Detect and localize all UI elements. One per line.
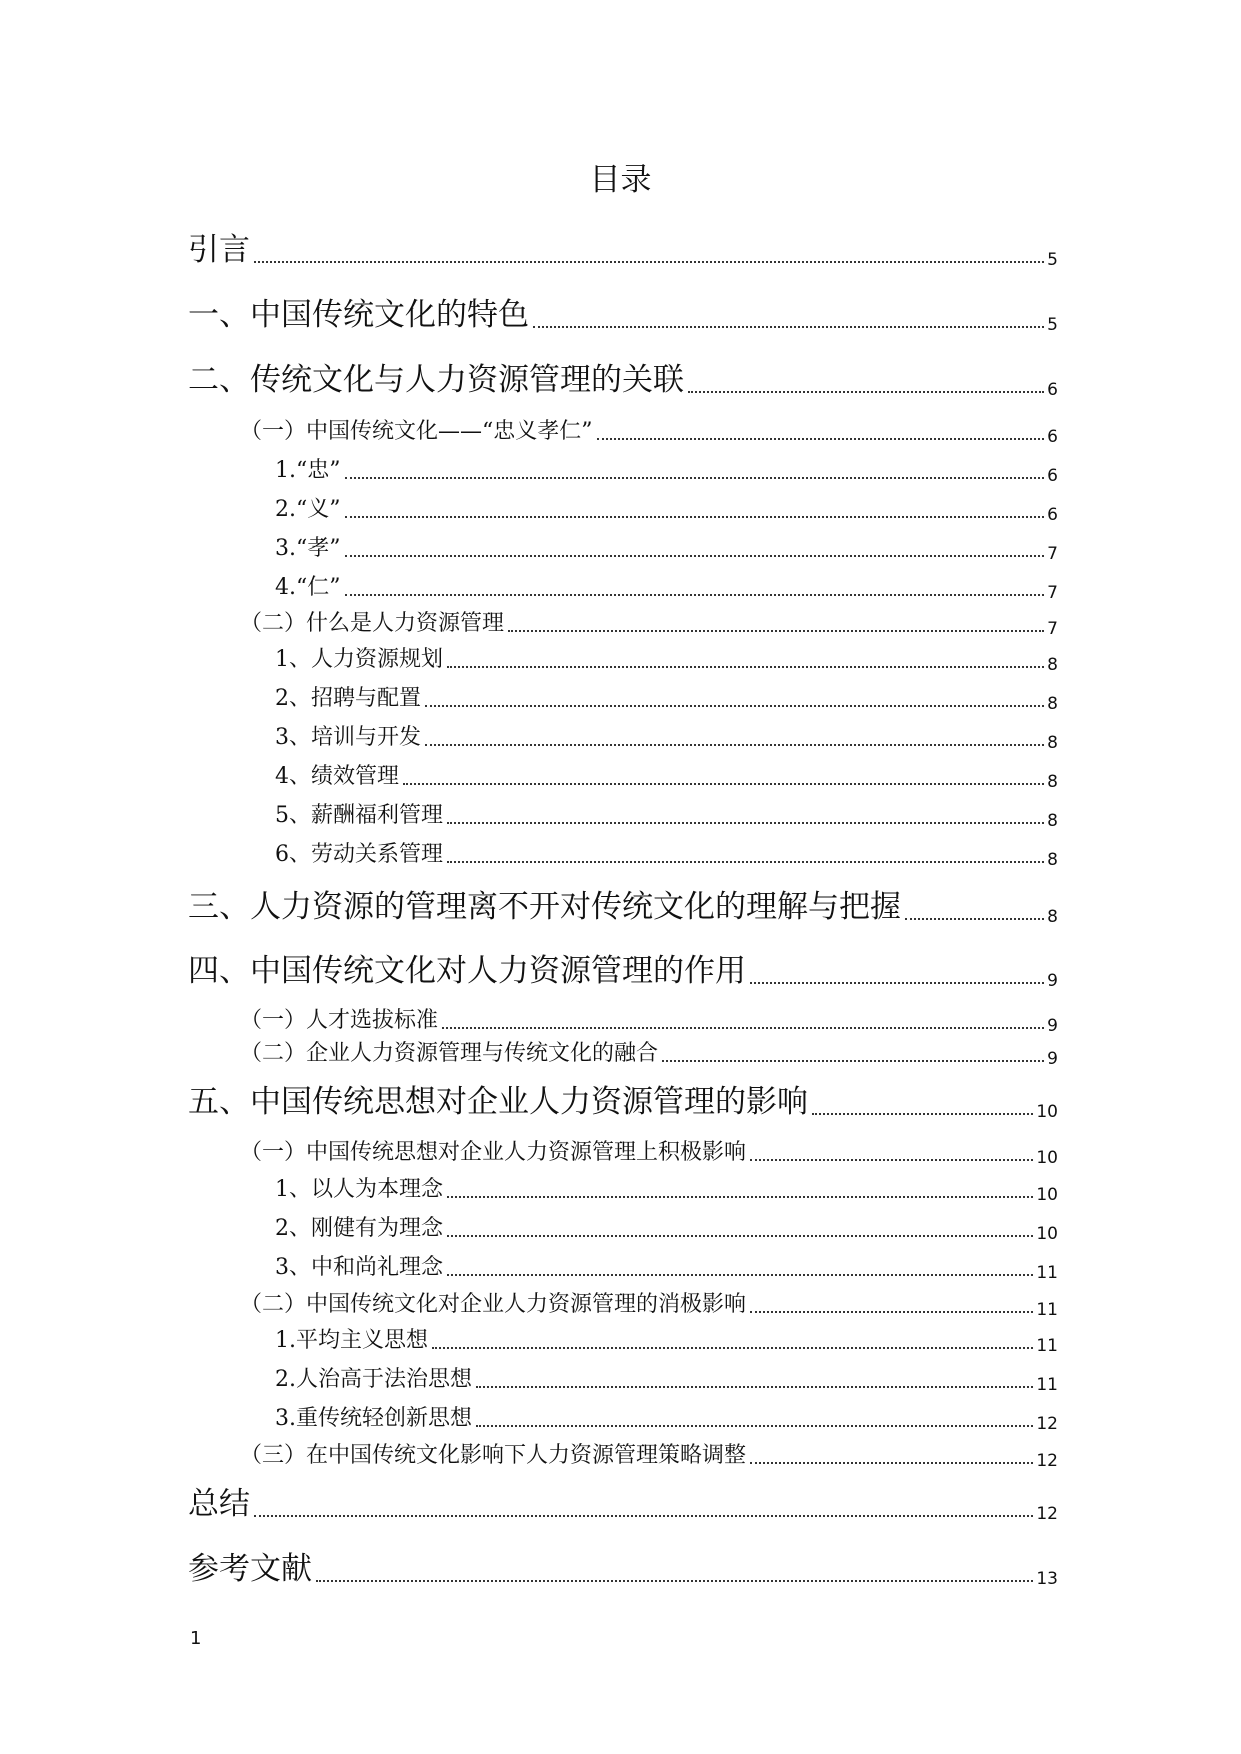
toc-entry[interactable] — [275, 1214, 1058, 1244]
toc-entry[interactable] — [275, 1404, 1058, 1434]
toc-leader-dots — [447, 822, 1044, 824]
toc-entry[interactable] — [275, 1326, 1058, 1356]
toc-entry[interactable] — [188, 951, 1058, 991]
toc-entry[interactable] — [275, 456, 1058, 486]
toc-entry-label: （二）中国传统文化对企业人力资源管理的消极影响 — [240, 1292, 747, 1317]
toc-entry[interactable] — [188, 295, 1058, 335]
toc-entry[interactable] — [188, 1484, 1058, 1524]
toc-entry-page: 8 — [1047, 850, 1058, 870]
toc-entry-page: 10 — [1036, 1224, 1058, 1244]
toc-entry-label: （三）在中国传统文化影响下人力资源管理策略调整 — [240, 1443, 747, 1468]
toc-entry-label: 总结 — [188, 1486, 250, 1522]
toc-entry-page: 8 — [1047, 733, 1058, 753]
toc-entry-page: 8 — [1047, 655, 1058, 675]
toc-entry-page: 11 — [1036, 1375, 1058, 1395]
toc-entry[interactable] — [240, 1441, 1058, 1471]
toc-entry-label: 1.“忠” — [275, 458, 341, 483]
toc-leader-dots — [403, 783, 1044, 785]
toc-leader-dots — [662, 1060, 1044, 1062]
toc-entry-label: 2、刚健有为理念 — [275, 1216, 443, 1241]
toc-leader-dots — [533, 326, 1044, 328]
toc-entry[interactable] — [240, 609, 1058, 639]
toc-entry-page: 9 — [1047, 971, 1058, 991]
toc-entry[interactable] — [240, 1039, 1058, 1069]
toc-leader-dots — [345, 516, 1045, 518]
toc-entry-label: 3.重传统轻创新思想 — [275, 1406, 472, 1431]
toc-entry-page: 12 — [1036, 1414, 1058, 1434]
toc-leader-dots — [425, 705, 1044, 707]
toc-title: 目录 — [589, 162, 652, 198]
toc-entry[interactable] — [240, 417, 1058, 447]
toc-entry-label: （一）人才选拔标准 — [240, 1008, 439, 1033]
toc-entry-page: 11 — [1036, 1263, 1058, 1283]
toc-entry-page: 11 — [1036, 1336, 1058, 1356]
toc-leader-dots — [750, 982, 1044, 984]
toc-entry-label: 2、招聘与配置 — [275, 686, 421, 711]
page-number: 1 — [190, 1628, 202, 1649]
toc-leader-dots — [254, 1515, 1033, 1517]
toc-entry-label: 3.“孝” — [275, 536, 341, 561]
toc-leader-dots — [432, 1347, 1033, 1349]
toc-leader-dots — [750, 1462, 1033, 1464]
toc-leader-dots — [812, 1113, 1033, 1115]
toc-entry-label: 引言 — [188, 232, 250, 268]
toc-leader-dots — [345, 555, 1045, 557]
toc-entry-label: 6、劳动关系管理 — [275, 842, 443, 867]
toc-entry[interactable] — [240, 1290, 1058, 1320]
toc-entry-page: 7 — [1047, 583, 1058, 603]
toc-entry-page: 10 — [1036, 1148, 1058, 1168]
toc-entry[interactable] — [275, 1365, 1058, 1395]
toc-entry-page: 7 — [1047, 544, 1058, 564]
toc-leader-dots — [345, 594, 1045, 596]
toc-entry-page: 8 — [1047, 907, 1058, 927]
toc-entry-label: （一）中国传统思想对企业人力资源管理上积极影响 — [240, 1140, 747, 1165]
toc-entry-page: 7 — [1047, 619, 1058, 639]
toc-entry-page: 5 — [1047, 315, 1058, 335]
toc-entry-page: 9 — [1047, 1049, 1058, 1069]
toc-entry[interactable] — [188, 230, 1058, 270]
toc-entry[interactable] — [275, 573, 1058, 603]
toc-entry-page: 5 — [1047, 250, 1058, 270]
toc-leader-dots — [447, 1274, 1033, 1276]
toc-leader-dots — [447, 666, 1044, 668]
toc-leader-dots — [447, 1235, 1033, 1237]
toc-entry-page: 6 — [1047, 466, 1058, 486]
toc-entry-label: 4、绩效管理 — [275, 764, 399, 789]
toc-leader-dots — [254, 261, 1044, 263]
toc-entry-page: 6 — [1047, 427, 1058, 447]
toc-entry-page: 10 — [1036, 1185, 1058, 1205]
toc-entry-page: 6 — [1047, 380, 1058, 400]
toc-entry-label: （二）什么是人力资源管理 — [240, 611, 505, 636]
toc-leader-dots — [750, 1159, 1033, 1161]
toc-entry-page: 9 — [1047, 1016, 1058, 1036]
toc-entry-page: 11 — [1036, 1300, 1058, 1320]
toc-leader-dots — [476, 1386, 1033, 1388]
toc-leader-dots — [425, 744, 1044, 746]
toc-entry[interactable] — [275, 1253, 1058, 1283]
toc-entry-label: （二）企业人力资源管理与传统文化的融合 — [240, 1041, 659, 1066]
toc-entry[interactable] — [275, 801, 1058, 831]
toc-entry-label: 4.“仁” — [275, 575, 341, 600]
toc-leader-dots — [597, 438, 1045, 440]
toc-entry-label: 2.人治高于法治思想 — [275, 1367, 472, 1392]
toc-entry-label: 参考文献 — [188, 1551, 312, 1587]
toc-entry[interactable] — [275, 534, 1058, 564]
toc-entry-label: 1.平均主义思想 — [275, 1328, 428, 1353]
toc-entry[interactable] — [275, 840, 1058, 870]
toc-leader-dots — [905, 918, 1044, 920]
toc-entry-label: 三、人力资源的管理离不开对传统文化的理解与把握 — [188, 889, 901, 925]
toc-entry[interactable] — [275, 495, 1058, 525]
toc-entry[interactable] — [188, 1549, 1058, 1589]
toc-entry[interactable] — [188, 1082, 1058, 1122]
toc-entry-page: 12 — [1036, 1504, 1058, 1524]
toc-leader-dots — [476, 1425, 1033, 1427]
toc-entry-label: 1、人力资源规划 — [275, 647, 443, 672]
toc-entry-page: 10 — [1036, 1102, 1058, 1122]
toc-entry-label: 2.“义” — [275, 497, 341, 522]
toc-entry-label: 3、培训与开发 — [275, 725, 421, 750]
toc-entry[interactable] — [240, 1138, 1058, 1168]
toc-entry[interactable] — [275, 645, 1058, 675]
toc-entry[interactable] — [275, 723, 1058, 753]
toc-entry-label: 二、传统文化与人力资源管理的关联 — [188, 362, 684, 398]
toc-entry[interactable] — [275, 1175, 1058, 1205]
toc-entry-page: 8 — [1047, 772, 1058, 792]
toc-leader-dots — [688, 391, 1044, 393]
toc-entry[interactable] — [188, 360, 1058, 400]
toc-entry-page: 8 — [1047, 694, 1058, 714]
toc-entry-label: 一、中国传统文化的特色 — [188, 297, 529, 333]
toc-entry-label: 四、中国传统文化对人力资源管理的作用 — [188, 953, 746, 989]
toc-leader-dots — [447, 861, 1044, 863]
toc-entry[interactable] — [240, 1006, 1058, 1036]
toc-entry[interactable] — [275, 762, 1058, 792]
toc-entry-label: 1、以人为本理念 — [275, 1177, 443, 1202]
toc-entry[interactable] — [275, 684, 1058, 714]
toc-leader-dots — [442, 1027, 1044, 1029]
toc-entry-label: 3、中和尚礼理念 — [275, 1255, 443, 1280]
toc-entry-label: 5、薪酬福利管理 — [275, 803, 443, 828]
toc-entry-label: 五、中国传统思想对企业人力资源管理的影响 — [188, 1084, 808, 1120]
toc-leader-dots — [316, 1580, 1033, 1582]
toc-entry-page: 13 — [1036, 1569, 1058, 1589]
toc-entry-page: 12 — [1036, 1451, 1058, 1471]
toc-entry-label: （一）中国传统文化——“忠义孝仁” — [240, 419, 593, 444]
toc-entry-page: 6 — [1047, 505, 1058, 525]
toc-leader-dots — [508, 630, 1044, 632]
toc-leader-dots — [447, 1196, 1033, 1198]
toc-leader-dots — [345, 477, 1045, 479]
toc-entry-page: 8 — [1047, 811, 1058, 831]
toc-entry[interactable] — [188, 887, 1058, 927]
toc-leader-dots — [750, 1311, 1033, 1313]
